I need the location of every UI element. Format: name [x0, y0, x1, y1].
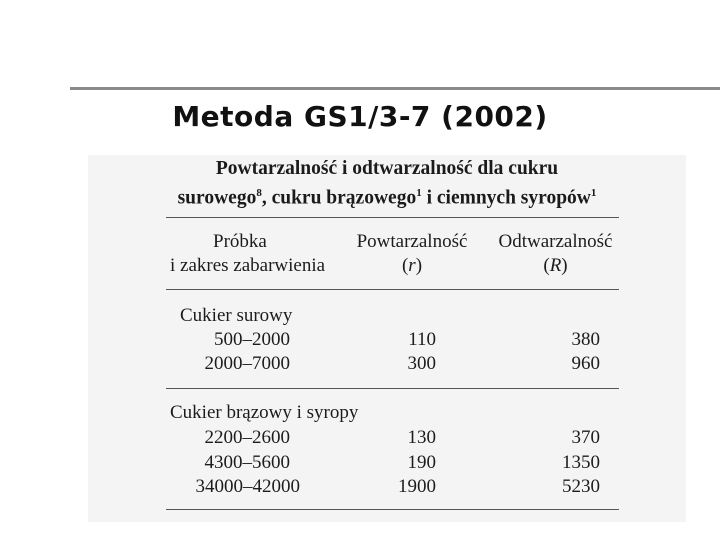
table-cell-range: 2200–2600: [204, 427, 290, 448]
title-divider-line: [70, 87, 720, 90]
table-cell-r: 190: [407, 452, 436, 473]
table-rule-bottom: [166, 509, 619, 510]
header-sample: Próbka: [213, 231, 267, 252]
table-rule-top: [166, 217, 619, 218]
symbol-r: r: [408, 255, 416, 276]
table-cell-R: 5230: [562, 476, 600, 497]
table-cell-range: 2000–7000: [204, 353, 290, 374]
header-reproducibility-symbol: (R): [543, 255, 568, 276]
table-cell-range: 4300–5600: [204, 452, 290, 473]
table-cell-R: 370: [571, 427, 600, 448]
header-sample-range: i zakres zabarwienia: [170, 255, 326, 276]
group-label: Cukier brązowy i syropy: [170, 402, 359, 423]
table-cell-r: 110: [408, 329, 436, 350]
header-repeatability: Powtarzalność: [356, 231, 468, 252]
caption-text: surowego: [177, 187, 257, 209]
table-rule-group: [166, 388, 619, 389]
table-cell-range: 34000–42000: [195, 476, 300, 497]
caption-line-2: [88, 181, 686, 211]
table-caption: [88, 157, 686, 211]
footnote-ref: 1: [590, 187, 597, 199]
table-cell-r: 130: [407, 427, 436, 448]
caption-text: i ciemnych syropów: [421, 187, 591, 209]
table-cell-r: 300: [407, 353, 436, 374]
slide-title: Metoda GS1/3-7 (2002): [172, 100, 548, 133]
table-cell-R: 1350: [562, 452, 600, 473]
scanned-table-image: [88, 155, 686, 522]
table-cell-R: 380: [571, 329, 600, 350]
symbol-R: R: [549, 255, 562, 276]
table-cell-r: 1900: [398, 476, 436, 497]
footnote-ref: 1: [416, 187, 422, 199]
caption-line-1: Powtarzalność i odtwarzalność dla cukru: [215, 158, 559, 179]
caption-text: , cukru brązowego: [261, 187, 417, 209]
table-cell-R: 960: [571, 353, 600, 374]
footnote-ref: 8: [256, 187, 262, 199]
table-rule-header: [166, 289, 619, 290]
group-label: Cukier surowy: [180, 305, 293, 326]
table-cell-range: 500–2000: [214, 329, 290, 350]
header-repeatability-symbol: (r): [401, 255, 423, 276]
header-reproducibility: Odtwarzalność: [498, 231, 613, 252]
